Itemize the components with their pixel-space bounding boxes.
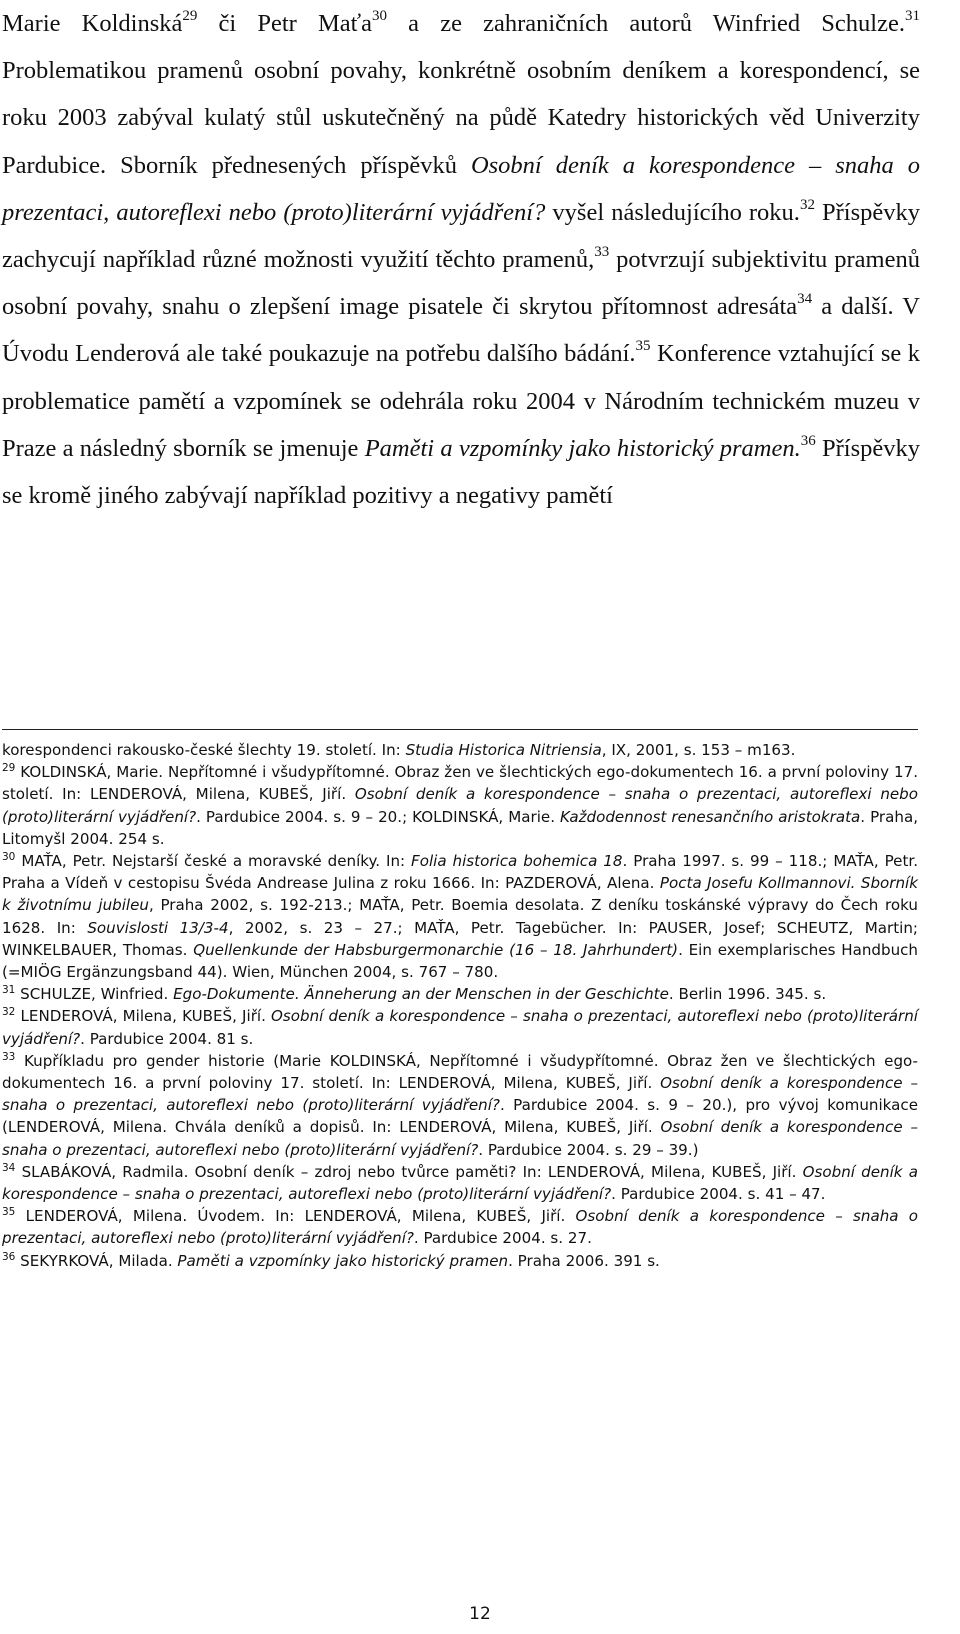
body-text: či Petr Maťa [197, 10, 372, 37]
body-text: a další. V Úvodu Lenderová ale také poukazuje na potřebu dalšího bádání. [2, 293, 920, 368]
body-text: potvrzují subjektivitu pramenů osobní povahy, snahu o zlepšení image pisatele či skrytou přítomnost adresáta [2, 246, 920, 321]
footnote-31: $^{31}$ SCHULZE, Winfried. Ego-Dokumente. Änneherung an der Menschen in der Geschichte. Berlin 1996. 345. s. [2, 984, 827, 1004]
footnote-30: $^{30}$ MAŤA, Petr. Nejstarší české a moravské deníky. In: Folia historica bohemica 18. Praha 1997. s. 99 – 118.; MAŤA, Petr. Praha a Vídeň v cestopisu Švéda Andrease Julina z roku 1666. In: PAZDEROVÁ, Alena. Pocta Josefu Kollmannovi. Sborník k životnímu jubileu, Praha 2002, s. 192-213.; MAŤA, Petr. Boemia desolata. Z deníku toskánské výpravy do Čech roku 1628. In: Souvislosti 13/3-4, 2002, s. 23 – 27.; MAŤA, Petr. Tagebücher. In: PAUSER, Josef; SCHEUTZ, Martin; WINKELBAUER, Thomas. Quellenkunde der Habsburgermonarchie (16 – 18. Jahrhundert). Ein exemplarisches Handbuch (=MIÖG Ergänzungsband 44). Wien, München 2004, s. 767 – 780. [2, 850, 919, 982]
footnote-ref-36[interactable]: 36 [800, 432, 816, 449]
page-number: 12 [469, 1604, 491, 1624]
footnote-ref-31[interactable]: 31 [905, 7, 920, 24]
footnote-number: 30 [2, 850, 16, 863]
footnote-number: 32 [2, 1006, 16, 1019]
footnote-ref-34[interactable]: 34 [797, 291, 813, 308]
footnote-29: $^{29}$ KOLDINSKÁ, Marie. Nepřítomné i všudypřítomné. Obraz žen ve šlechtických ego-dokumentech 16. a první poloviny 17. století. In: LENDEROVÁ, Milena, KUBEŠ, Jiří. Osobní deník a korespondence – snaha o prezentaci, autoreflexi nebo (proto)literární vyjádření?. Pardubice 2004. s. 9 – 20.; KOLDINSKÁ, Marie. Každodennost renesančního aristokrata. Praha, Litomyšl 2004. 254 s. [2, 762, 918, 848]
body-paragraph [2, 0, 920, 519]
footnote-number: 36 [2, 1250, 16, 1263]
body-text: Konference vztahující se k problematice pamětí a vzpomínek se odehrála roku 2004 v Národním technickém muzeu v Praze a následný sborník se jmenuje [2, 340, 920, 462]
body-text: Marie Koldinská [2, 10, 183, 37]
body-text: a ze zahraničních autorů Winfried Schulze. [387, 10, 905, 37]
body-text: vyšel následujícího roku. [545, 198, 800, 226]
footnote-number: 35 [2, 1206, 16, 1219]
footnote-separator [2, 729, 918, 730]
body-text: Příspěvky se kromě jiného zabývají například pozitivy a negativy pamětí [2, 434, 920, 510]
footnote-number: 34 [2, 1161, 16, 1174]
footnote-number: 29 [2, 762, 16, 775]
footnote-ref-30[interactable]: 30 [372, 7, 387, 24]
footnote-33: $^{33}$ Kupříkladu pro gender historie (Marie KOLDINSKÁ, Nepřítomné i všudypřítomné. Obraz žen ve šlechtických ego-dokumentech 16. a první poloviny 17. století. In: LENDEROVÁ, Milena, KUBEŠ, Jiří. Osobní deník a korespondence – snaha o prezentaci, autoreflexi nebo (proto)literární vyjádření?. Pardubice 2004. s. 9 – 20.), pro vývoj komunikace (LENDEROVÁ, Milena. Chvála deníků a dopisů. In: LENDEROVÁ, Milena, KUBEŠ, Jiří. Osobní deník a korespondence – snaha o prezentaci, autoreflexi nebo (proto)literární vyjádření?. Pardubice 2004. s. 29 – 39.) [2, 1050, 918, 1159]
footnote-continuation: korespondenci rakousko-české šlechty 19. století. In: Studia Historica Nitriensia, IX, 2001, s. 153 – m163. [2, 741, 796, 759]
footnote-34: $^{34}$ SLABÁKOVÁ, Radmila. Osobní deník – zdroj nebo tvůrce paměti? In: LENDEROVÁ, Milena, KUBEŠ, Jiří. Osobní deník a korespondence – snaha o prezentaci, autoreflexi nebo (proto)literární vyjádření?. Pardubice 2004. s. 41 – 47. [2, 1161, 918, 1204]
footnote-35: $^{35}$ LENDEROVÁ, Milena. Úvodem. In: LENDEROVÁ, Milena, KUBEŠ, Jiří. Osobní deník a korespondence – snaha o prezentaci, autoreflexi nebo (proto)literární vyjádření?. Pardubice 2004. s. 27. [2, 1206, 918, 1248]
book-title: Paměti a vzpomínky jako historický pramen. [364, 434, 801, 462]
book-title: Osobní deník a korespondence – snaha o prezentaci, autoreflexi nebo (proto)literární vyjádření? [2, 151, 920, 226]
body-text: Problematikou pramenů osobní povahy, konkrétně osobním deníkem a korespondencí, se roku 2003 zabýval kulatý stůl uskutečněný na půdě Katedry historických věd Univerzity Pardubice. Sborník přednesených příspěvků [2, 57, 920, 179]
body-text: Příspěvky zachycují například různé možnosti využití těchto pramenů, [2, 198, 921, 274]
footnote-32: $^{32}$ LENDEROVÁ, Milena, KUBEŠ, Jiří. Osobní deník a korespondence – snaha o prezentaci, autoreflexi nebo (proto)literární vyjádření?. Pardubice 2004. 81 s. [2, 1006, 918, 1048]
footnote-number: 33 [2, 1050, 16, 1063]
footnote-number: 31 [2, 984, 16, 997]
footnote-ref-33[interactable]: 33 [594, 243, 610, 260]
footnote-ref-29[interactable]: 29 [182, 7, 198, 24]
footnote-ref-32[interactable]: 32 [799, 196, 815, 213]
footnote-ref-35[interactable]: 35 [635, 338, 651, 355]
footnote-36: $^{36}$ SEKYRKOVÁ, Milada. Paměti a vzpomínky jako historický pramen. Praha 2006. 391 s. [2, 1250, 660, 1270]
footnotes [2, 739, 918, 1272]
